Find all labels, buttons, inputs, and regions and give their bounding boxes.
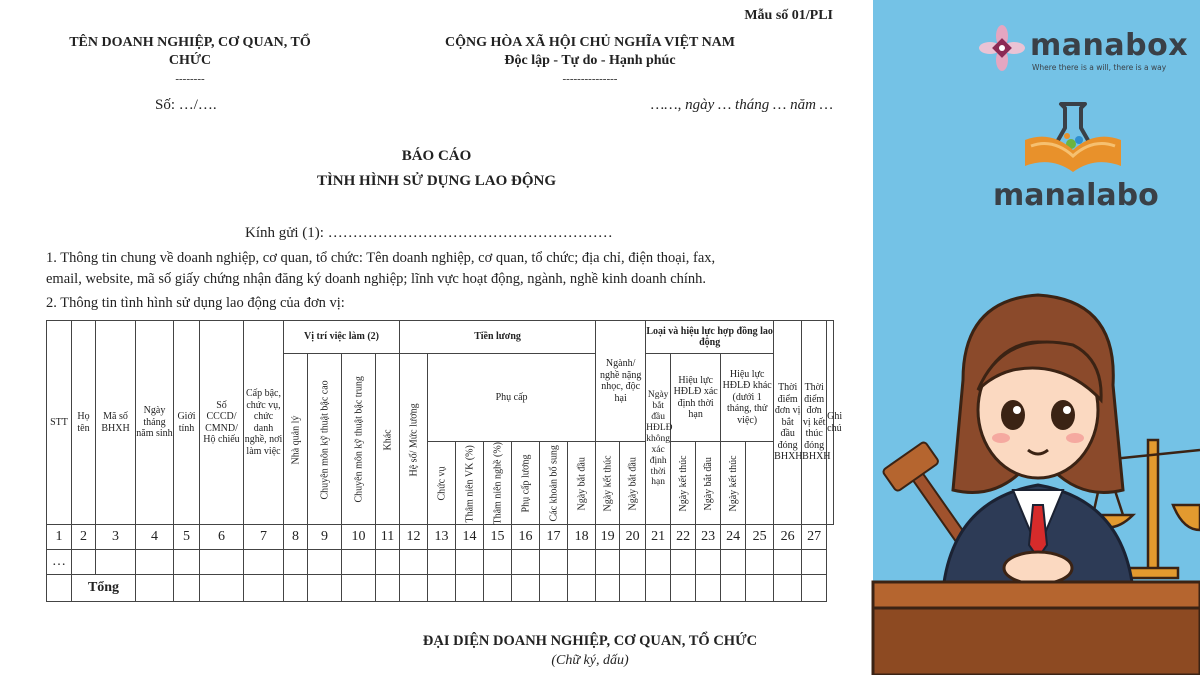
country-name: CỘNG HÒA XÃ HỘI CHỦ NGHĨA VIỆT NAM bbox=[444, 35, 735, 50]
column-number-cell: 4 bbox=[136, 525, 174, 550]
header-id-number: Số CCCD/ CMND/ Hộ chiếu bbox=[200, 321, 244, 525]
column-number-cell: 12 bbox=[400, 525, 428, 550]
header-contract-indefinite: Ngày bắt đầu HĐLĐ không xác định thời hạn bbox=[646, 354, 671, 525]
signature-title: ĐẠI DIỆN DOANH NGHIỆP, CƠ QUAN, TỔ CHỨC bbox=[422, 633, 758, 649]
total-row bbox=[47, 575, 834, 602]
header-rank: Cấp bậc, chức vụ, chức danh nghề, nơi làm việc bbox=[244, 321, 284, 525]
table-cell bbox=[484, 575, 512, 602]
column-number-cell: 14 bbox=[456, 525, 484, 550]
org-dashes: -------- bbox=[175, 73, 205, 85]
manalabo-book-flask-icon bbox=[1021, 100, 1125, 176]
org-name-line2: CHỨC bbox=[168, 53, 212, 68]
recipient-line: Kính gửi (1): ………………………………………………… bbox=[245, 225, 613, 241]
column-number-cell: 3 bbox=[96, 525, 136, 550]
table-cell bbox=[174, 550, 200, 575]
table-cell bbox=[620, 575, 646, 602]
table-cell bbox=[721, 575, 746, 602]
header-contract-definite: Hiệu lực HĐLĐ xác định thời hạn bbox=[671, 354, 721, 442]
header-contract: Loại và hiệu lực hợp đồng lao động bbox=[646, 321, 774, 354]
column-number-cell: 10 bbox=[342, 525, 376, 550]
table-cell bbox=[47, 575, 72, 602]
motto-dashes: --------------- bbox=[562, 73, 618, 85]
table-cell bbox=[512, 575, 540, 602]
column-number-cell: 8 bbox=[284, 525, 308, 550]
header-al-seniority-vk: Thâm niên VK (%) bbox=[456, 442, 484, 525]
template-number: Mẫu số 01/PLI bbox=[744, 8, 833, 23]
report-subtitle: TÌNH HÌNH SỬ DỤNG LAO ĐỘNG bbox=[316, 173, 557, 189]
column-number-cell: 1 bbox=[47, 525, 72, 550]
table-cell bbox=[428, 550, 456, 575]
table-cell bbox=[136, 550, 174, 575]
header-bhxh-code: Mã số BHXH bbox=[96, 321, 136, 525]
table-cell bbox=[540, 550, 568, 575]
table-cell bbox=[484, 550, 512, 575]
table-cell bbox=[244, 575, 284, 602]
table-cell bbox=[774, 550, 802, 575]
table-cell bbox=[136, 575, 174, 602]
header-al-position: Chức vụ bbox=[428, 442, 456, 525]
column-number-cell: 23 bbox=[696, 525, 721, 550]
header-ct-other-start: Ngày bắt đầu bbox=[696, 442, 721, 525]
header-ct-other-end: Ngày kết thúc bbox=[721, 442, 746, 525]
document-number: Số: …/…. bbox=[155, 97, 217, 113]
labor-usage-table bbox=[46, 320, 843, 602]
header-note: Ghi chú bbox=[827, 321, 834, 525]
column-number-cell: 19 bbox=[596, 525, 620, 550]
table-cell bbox=[428, 575, 456, 602]
header-salary-coef: Hệ số/ Mức lương bbox=[400, 354, 428, 525]
manabox-flower-icon bbox=[978, 24, 1026, 72]
header-ct-def-end: Ngày kết thúc bbox=[671, 442, 696, 525]
table-cell bbox=[671, 575, 696, 602]
table-cell bbox=[568, 550, 596, 575]
table-cell bbox=[244, 550, 284, 575]
table-cell bbox=[721, 550, 746, 575]
column-number-cell: 20 bbox=[620, 525, 646, 550]
brand-panel bbox=[873, 0, 1200, 675]
table-cell bbox=[802, 575, 827, 602]
table-cell bbox=[284, 575, 308, 602]
manalabo-name: manalabo bbox=[993, 178, 1159, 213]
column-number-cell: 11 bbox=[376, 525, 400, 550]
table-cell: … bbox=[47, 550, 72, 575]
column-number-cell: 17 bbox=[540, 525, 568, 550]
table-cell bbox=[342, 575, 376, 602]
table-cell bbox=[284, 550, 308, 575]
table-cell bbox=[308, 575, 342, 602]
column-number-cell: 5 bbox=[174, 525, 200, 550]
table-cell bbox=[200, 575, 244, 602]
table-cell bbox=[802, 550, 827, 575]
table-cell bbox=[671, 550, 696, 575]
table-cell bbox=[456, 575, 484, 602]
table-cell bbox=[400, 575, 428, 602]
column-number-cell: 18 bbox=[568, 525, 596, 550]
header-gender: Giới tính bbox=[174, 321, 200, 525]
total-label: Tổng bbox=[72, 575, 136, 602]
lawyer-illustration bbox=[873, 290, 1200, 675]
table-cell bbox=[456, 550, 484, 575]
column-number-cell: 2 bbox=[72, 525, 96, 550]
header-al-extra: Các khoản bổ sung bbox=[540, 442, 568, 525]
column-number-cell: 9 bbox=[308, 525, 342, 550]
table-cell bbox=[308, 550, 342, 575]
column-number-cell: 22 bbox=[671, 525, 696, 550]
table-cell bbox=[200, 550, 244, 575]
table-cell bbox=[96, 550, 136, 575]
column-number-cell: 6 bbox=[200, 525, 244, 550]
header-hz-end: Ngày kết thúc bbox=[596, 442, 620, 525]
table-cell bbox=[646, 550, 671, 575]
header-contract-other: Hiệu lực HĐLĐ khác (dưới 1 tháng, thử việc) bbox=[721, 354, 774, 442]
header-al-seniority-job: Thâm niên nghề (%) bbox=[484, 442, 512, 525]
table-cell bbox=[540, 575, 568, 602]
header-salary: Tiền lương bbox=[400, 321, 596, 354]
date-line: ……, ngày … tháng … năm … bbox=[650, 97, 833, 113]
table-cell bbox=[376, 575, 400, 602]
header-bhxh-end: Thời điểm đơn vị kết thúc đóng BHXH bbox=[802, 321, 827, 525]
column-number-cell: 21 bbox=[646, 525, 671, 550]
header-stt: STT bbox=[47, 321, 72, 525]
organization-name bbox=[40, 34, 340, 88]
header-allowance: Phụ cấp bbox=[428, 354, 596, 442]
column-number-row bbox=[47, 525, 834, 550]
table-cell bbox=[774, 575, 802, 602]
manabox-logo bbox=[978, 22, 1188, 77]
table-cell bbox=[342, 550, 376, 575]
table-cell bbox=[696, 575, 721, 602]
table-row bbox=[47, 550, 834, 575]
header-pos-other: Khác bbox=[376, 354, 400, 525]
table-cell bbox=[646, 575, 671, 602]
header-al-salary: Phụ cấp lương bbox=[512, 442, 540, 525]
header-hazardous-job: Ngành/ nghề nặng nhọc, độc hại bbox=[596, 321, 646, 442]
signature-note: (Chữ ký, dấu) bbox=[551, 653, 629, 668]
table-cell bbox=[174, 575, 200, 602]
header-pos-high: Chuyên môn kỹ thuật bậc cao bbox=[308, 354, 342, 525]
header-job-position: Vị trí việc làm (2) bbox=[284, 321, 400, 354]
table-cell bbox=[72, 550, 96, 575]
column-number-cell: 13 bbox=[428, 525, 456, 550]
header-ct-def-start: Ngày bắt đầu bbox=[620, 442, 646, 525]
table-cell bbox=[568, 575, 596, 602]
column-number-cell: 16 bbox=[512, 525, 540, 550]
header-dob: Ngày tháng năm sinh bbox=[136, 321, 174, 525]
column-number-cell: 7 bbox=[244, 525, 284, 550]
table-cell bbox=[596, 575, 620, 602]
table-cell bbox=[512, 550, 540, 575]
table-cell bbox=[596, 550, 620, 575]
manabox-tagline: Where there is a will, there is a way bbox=[1032, 63, 1167, 72]
section2-heading: 2. Thông tin tình hình sử dụng lao động của đơn vị: bbox=[46, 295, 345, 311]
column-number-cell: 24 bbox=[721, 525, 746, 550]
section1-line1: 1. Thông tin chung về doanh nghiệp, cơ quan, tổ chức: Tên doanh nghiệp, cơ quan, tổ chức; địa chỉ, điện thoại, fax, bbox=[46, 250, 716, 266]
header-bhxh-start: Thời điểm đơn vị bắt đầu đóng BHXH bbox=[774, 321, 802, 525]
table-cell bbox=[376, 550, 400, 575]
table-cell bbox=[746, 575, 774, 602]
header-hz-start: Ngày bắt đầu bbox=[568, 442, 596, 525]
column-number-cell: 26 bbox=[774, 525, 802, 550]
header-name: Họ tên bbox=[72, 321, 96, 525]
table-cell bbox=[746, 550, 774, 575]
national-header bbox=[400, 34, 780, 88]
table-cell bbox=[620, 550, 646, 575]
org-name-line1: TÊN DOANH NGHIỆP, CƠ QUAN, TỔ bbox=[69, 35, 311, 50]
national-motto: Độc lập - Tự do - Hạnh phúc bbox=[504, 53, 676, 68]
section1-line2: email, website, mã số giấy chứng nhận đăng ký doanh nghiệp; lĩnh vực hoạt động, ngành, nghề kinh doanh chính. bbox=[46, 271, 707, 287]
manabox-name: manabox bbox=[1030, 28, 1189, 63]
header-pos-manager: Nhà quản lý bbox=[284, 354, 308, 525]
table-cell bbox=[696, 550, 721, 575]
column-number-cell: 25 bbox=[746, 525, 774, 550]
table-cell bbox=[400, 550, 428, 575]
header-pos-mid: Chuyên môn kỹ thuật bậc trung bbox=[342, 354, 376, 525]
report-title: BÁO CÁO bbox=[401, 148, 472, 164]
column-number-cell: 15 bbox=[484, 525, 512, 550]
column-number-cell: 27 bbox=[802, 525, 827, 550]
